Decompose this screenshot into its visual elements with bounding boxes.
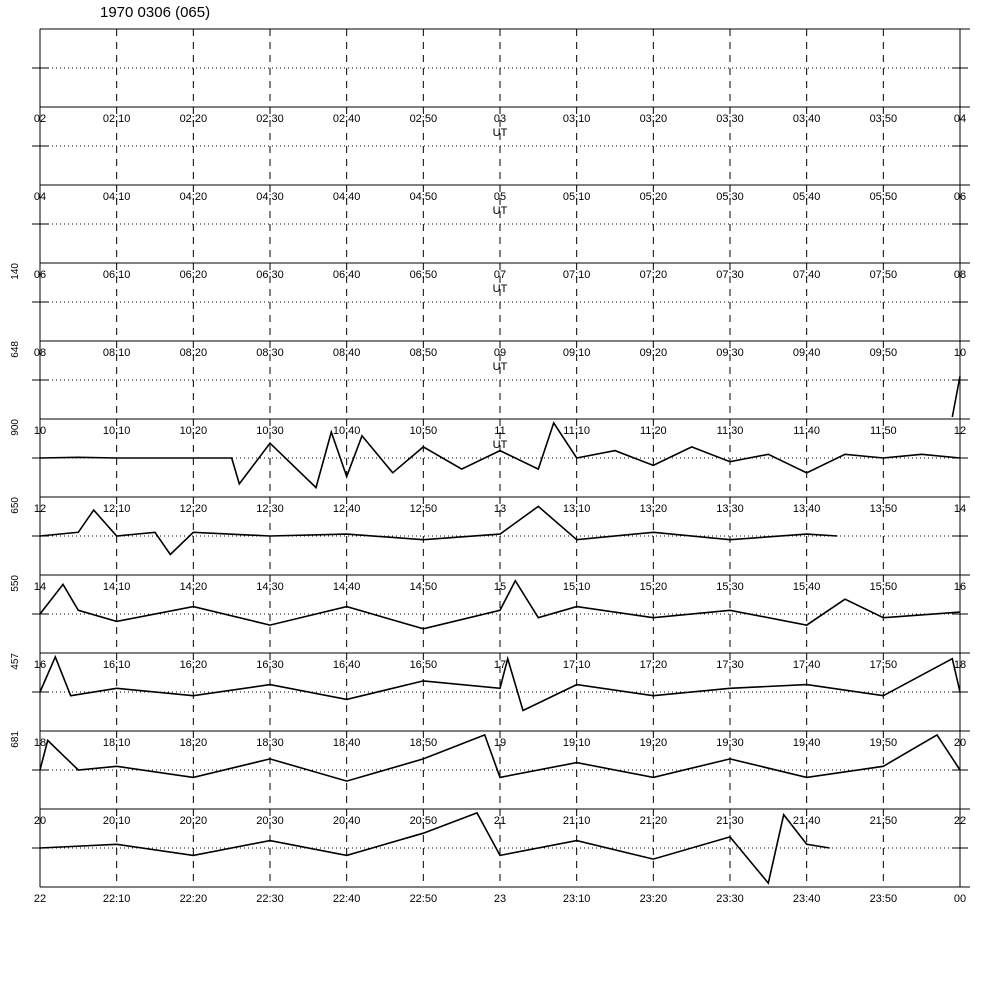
tick-label: 22:30 — [256, 893, 284, 905]
tick-label: 15:50 — [869, 581, 898, 593]
tick-label: 02:20 — [179, 113, 208, 125]
tick-label: 12 — [33, 503, 47, 515]
tick-label: 21:30 — [716, 815, 744, 827]
tick-label: 03:50 — [869, 113, 898, 125]
tick-label: 03:30 — [716, 113, 744, 125]
tick-label: 07 — [493, 269, 507, 281]
tick-label: 08:40 — [332, 347, 361, 359]
tick-label: 06:30 — [256, 269, 284, 281]
tick-label: 12 — [953, 425, 967, 437]
tick-label: 09:10 — [562, 347, 591, 359]
tick-label: 05:50 — [869, 191, 898, 203]
tick-label: 15:20 — [639, 581, 668, 593]
tick-label: 14:40 — [332, 581, 361, 593]
tick-label: 21:10 — [562, 815, 591, 827]
tick-label: 10:10 — [102, 425, 131, 437]
tick-label: 17:30 — [716, 659, 744, 671]
ut-axis-label: UT — [492, 439, 508, 451]
tick-label: 22 — [953, 815, 967, 827]
tick-label: 08 — [33, 347, 47, 359]
tick-label: 15:30 — [716, 581, 744, 593]
tick-label: 14 — [33, 581, 47, 593]
tick-label: 20 — [33, 815, 47, 827]
tick-label: 04:30 — [256, 191, 284, 203]
tick-label: 05:30 — [716, 191, 744, 203]
tick-label: 10 — [33, 425, 47, 437]
tick-label: 03:10 — [562, 113, 591, 125]
tick-label: 03:40 — [792, 113, 821, 125]
tick-label: 18:40 — [332, 737, 361, 749]
panel-0 — [32, 29, 970, 107]
tick-label: 06:20 — [179, 269, 208, 281]
tick-label: 15 — [493, 581, 507, 593]
tick-label: 02:40 — [332, 113, 361, 125]
tick-label: 09:40 — [792, 347, 821, 359]
tick-label: 06:10 — [102, 269, 131, 281]
ut-axis-label: UT — [492, 283, 508, 295]
tick-label: 20:50 — [409, 815, 438, 827]
tick-label: 14:50 — [409, 581, 438, 593]
tick-label: 03 — [493, 113, 507, 125]
tick-label: 07:20 — [639, 269, 668, 281]
left-scale-label: 457 — [10, 653, 21, 670]
tick-label: 12:40 — [332, 503, 361, 515]
tick-label: 06 — [953, 191, 967, 203]
tick-label: 08:10 — [102, 347, 131, 359]
tick-label: 17 — [493, 659, 507, 671]
tick-label: 17:20 — [639, 659, 668, 671]
tick-label: 08 — [953, 269, 967, 281]
tick-label: 04:10 — [102, 191, 131, 203]
tick-label: 23:20 — [639, 893, 668, 905]
tick-label: 23:40 — [792, 893, 821, 905]
tick-label: 04 — [953, 113, 967, 125]
tick-label: 14:20 — [179, 581, 208, 593]
tick-label: 11 — [494, 425, 506, 437]
tick-label: 04:40 — [332, 191, 361, 203]
tick-label: 07:30 — [716, 269, 744, 281]
tick-label: 20:20 — [179, 815, 208, 827]
tick-label: 07:40 — [792, 269, 821, 281]
tick-label: 21:50 — [869, 815, 898, 827]
tick-label: 13:30 — [716, 503, 744, 515]
left-scale-label: 681 — [10, 731, 21, 748]
tick-label: 16:50 — [409, 659, 438, 671]
left-scale-label: 648 — [10, 341, 21, 358]
tick-label: 05:10 — [562, 191, 591, 203]
tick-label: 07:10 — [562, 269, 591, 281]
tick-label: 21 — [493, 815, 507, 827]
tick-label: 08:30 — [256, 347, 284, 359]
tick-label: 19:40 — [792, 737, 821, 749]
tick-label: 02:30 — [256, 113, 284, 125]
tick-label: 20:40 — [332, 815, 361, 827]
tick-label: 13:20 — [639, 503, 668, 515]
tick-label: 22:40 — [332, 893, 361, 905]
tick-label: 14:30 — [256, 581, 284, 593]
tick-label: 22 — [33, 893, 47, 905]
tick-label: 12:10 — [102, 503, 131, 515]
left-scale-label: 650 — [10, 497, 21, 514]
tick-label: 12:30 — [256, 503, 284, 515]
tick-label: 03:20 — [639, 113, 668, 125]
tick-label: 13:10 — [562, 503, 591, 515]
tick-label: 04:20 — [179, 191, 208, 203]
tick-label: 12:20 — [179, 503, 208, 515]
tick-label: 17:40 — [792, 659, 821, 671]
tick-label: 11:40 — [793, 425, 821, 437]
tick-label: 20 — [953, 737, 967, 749]
tick-label: 11:30 — [716, 425, 744, 437]
tick-label: 17:10 — [562, 659, 591, 671]
tick-label: 11:10 — [563, 425, 591, 437]
tick-label: 08:20 — [179, 347, 208, 359]
ut-axis-label: UT — [492, 205, 508, 217]
tick-label: 05:20 — [639, 191, 668, 203]
tick-label: 19:50 — [869, 737, 898, 749]
tick-label: 15:10 — [562, 581, 591, 593]
tick-label: 21:20 — [639, 815, 668, 827]
left-scale-label: 140 — [10, 263, 21, 280]
tick-label: 05:40 — [792, 191, 821, 203]
tick-label: 16:40 — [332, 659, 361, 671]
tick-label: 14:10 — [102, 581, 131, 593]
tick-label: 20:10 — [102, 815, 131, 827]
tick-label: 08:50 — [409, 347, 438, 359]
tick-label: 15:40 — [792, 581, 821, 593]
tick-label: 09:30 — [716, 347, 744, 359]
tick-label: 16:30 — [256, 659, 284, 671]
tick-label: 19:10 — [562, 737, 591, 749]
tick-label: 22:10 — [102, 893, 131, 905]
tick-label: 10:40 — [332, 425, 361, 437]
left-scale-label: 900 — [10, 419, 21, 436]
tick-label: 14 — [953, 503, 967, 515]
ut-axis-label: UT — [492, 127, 508, 139]
tick-label: 18:10 — [102, 737, 131, 749]
tick-label: 22:50 — [409, 893, 438, 905]
tick-label: 22:20 — [179, 893, 208, 905]
tick-label: 18:20 — [179, 737, 208, 749]
tick-label: 16 — [33, 659, 47, 671]
tick-label: 10:20 — [179, 425, 208, 437]
tick-label: 09 — [493, 347, 507, 359]
tick-label: 16:10 — [102, 659, 131, 671]
tick-label: 23:30 — [716, 893, 744, 905]
tick-label: 07:50 — [869, 269, 898, 281]
tick-label: 04:50 — [409, 191, 438, 203]
tick-label: 04 — [33, 191, 47, 203]
tick-label: 18:50 — [409, 737, 438, 749]
tick-label: 11:50 — [869, 425, 897, 437]
tick-label: 19:30 — [716, 737, 744, 749]
tick-label: 06 — [33, 269, 47, 281]
tick-label: 23:50 — [869, 893, 898, 905]
tick-label: 02 — [33, 113, 47, 125]
ut-axis-label: UT — [492, 361, 508, 373]
tick-label: 16 — [953, 581, 967, 593]
tick-label: 10:30 — [256, 425, 284, 437]
tick-label: 12:50 — [409, 503, 438, 515]
tick-label: 06:40 — [332, 269, 361, 281]
tick-label: 23:10 — [562, 893, 591, 905]
tick-label: 00 — [953, 893, 967, 905]
tick-label: 23 — [493, 893, 507, 905]
tick-label: 11:20 — [639, 425, 667, 437]
data-trace — [952, 376, 960, 417]
tick-label: 10 — [953, 347, 967, 359]
tick-label: 18 — [953, 659, 967, 671]
tick-label: 13:50 — [869, 503, 898, 515]
tick-label: 21:40 — [792, 815, 821, 827]
tick-label: 06:50 — [409, 269, 438, 281]
tick-label: 10:50 — [409, 425, 438, 437]
tick-label: 05 — [493, 191, 507, 203]
tick-label: 02:50 — [409, 113, 438, 125]
left-scale-label: 550 — [10, 575, 21, 592]
tick-label: 13:40 — [792, 503, 821, 515]
chart-title: 1970 0306 (065) — [100, 4, 211, 21]
tick-label: 02:10 — [102, 113, 131, 125]
tick-label: 17:50 — [869, 659, 898, 671]
tick-label: 09:20 — [639, 347, 668, 359]
tick-label: 16:20 — [179, 659, 208, 671]
tick-label: 19 — [493, 737, 507, 749]
tick-label: 18 — [33, 737, 47, 749]
tick-label: 20:30 — [256, 815, 284, 827]
tick-label: 18:30 — [256, 737, 284, 749]
tick-label: 09:50 — [869, 347, 898, 359]
tick-label: 13 — [493, 503, 507, 515]
tick-label: 19:20 — [639, 737, 668, 749]
